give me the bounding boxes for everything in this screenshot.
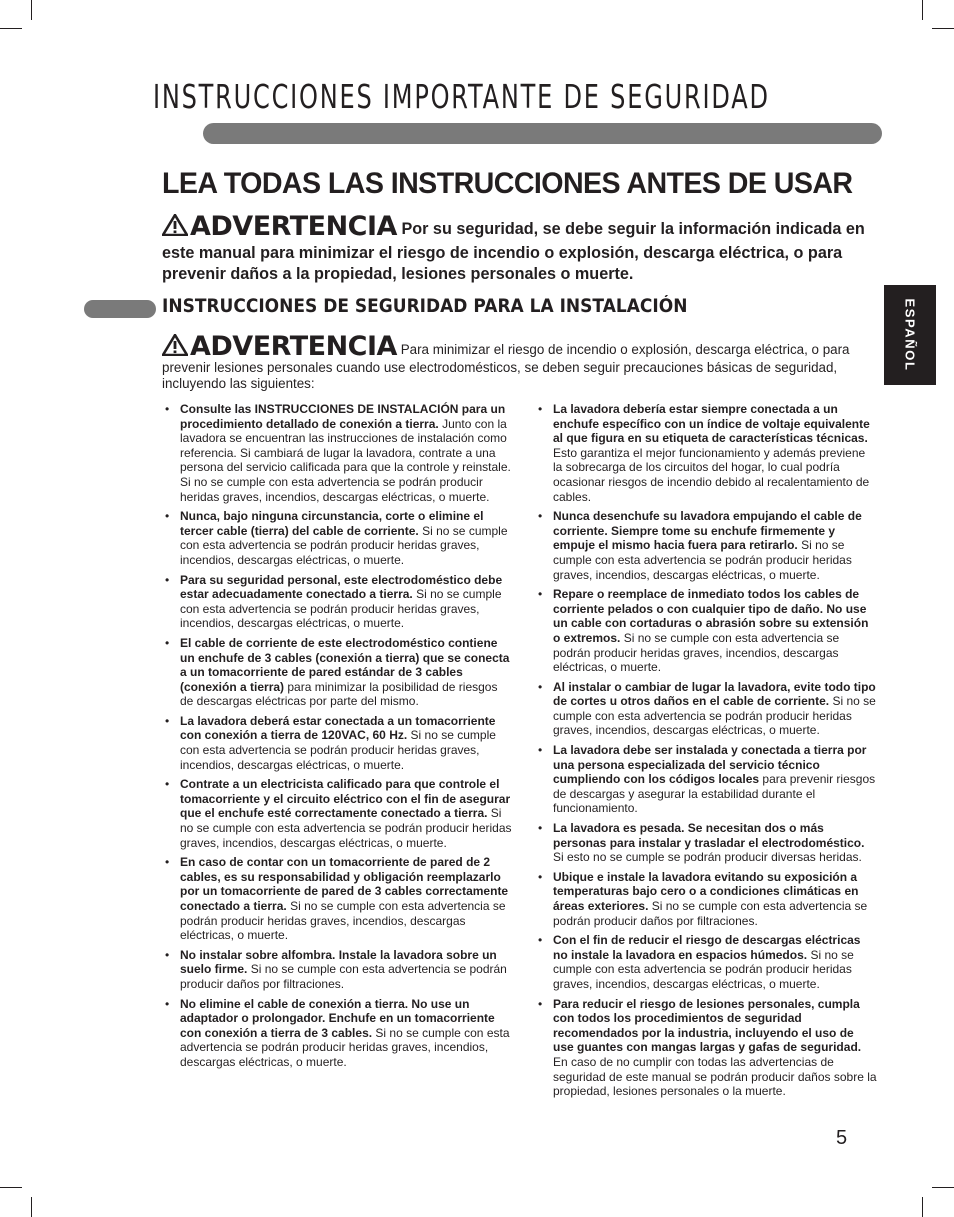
list-item xyxy=(537,587,877,675)
list-item-bold: No instalar sobre alfombra. Instale la lavadora sobre un suelo firme. xyxy=(180,947,497,977)
left-column xyxy=(164,402,512,1075)
list-item xyxy=(537,870,877,928)
list-item-bold: Ubique e instale la lavadora evitando su exposición a temperaturas bajo cero o a condiciones climáticas en áreas exteriores. xyxy=(553,869,859,913)
list-item xyxy=(164,573,512,631)
list-item-bold: Nunca desenchufe su lavadora empujando el cable de corriente. Siempre tome su enchufe firmemente y empuje el mismo hacia fuera para retirarlo. xyxy=(553,509,862,553)
right-column xyxy=(537,402,877,1104)
list-item xyxy=(164,777,512,850)
list-item-bold: Contrate a un electricista calificado para que controle el tomacorriente y el circuito eléctrico con el fin de asegurar que el enchufe esté correctamente conectado a tierra. xyxy=(180,777,511,821)
list-item-text: En caso de no cumplir con todas las advertencias de seguridad de este manual se podrán producir daños sobre la propiedad, lesiones personales o la muerte. xyxy=(553,1054,877,1099)
list-item-bold: Nunca, bajo ninguna circunstancia, corte o elimine el tercer cable (tierra) del cable de corriente. xyxy=(180,509,484,538)
list-item-bold: Consulte las INSTRUCCIONES DE INSTALACIÓN para un procedimiento detallado de conexión a tierra. xyxy=(180,402,506,431)
list-item-text: Si esto no se cumple se podrán producir diversas heridas. xyxy=(553,850,862,865)
section-marker-pill xyxy=(84,300,156,318)
warning-text: Para minimizar el riesgo de incendio o explosión, descarga eléctrica, o para prevenir lesiones personales cuando use electrodomésticos, se deben seguir precauciones básicas de seguridad, incluyendo las siguientes: xyxy=(162,342,850,391)
list-item-text: para prevenir riesgos de descargas y asegurar la estabilidad durante el funcionamiento. xyxy=(553,772,876,816)
crop-mark xyxy=(922,1197,923,1217)
list-item xyxy=(537,680,877,738)
install-heading: INSTRUCCIONES DE SEGURIDAD PARA LA INSTALACIÓN xyxy=(162,296,688,317)
list-item-text: Si no se cumple con esta advertencia se podrán producir heridas graves, incendios, descargas eléctricas, o muerte. xyxy=(553,694,876,738)
list-item-text: Si no se cumple con esta advertencia se podrán producir heridas graves, incendios, descargas eléctricas, o muerte. xyxy=(553,630,840,675)
crop-mark xyxy=(932,1187,954,1188)
title-divider-bar xyxy=(203,123,882,144)
list-item xyxy=(164,855,512,943)
page-title: INSTRUCCIONES IMPORTANTE DE SEGURIDAD xyxy=(153,78,770,116)
crop-mark xyxy=(0,1187,22,1188)
crop-mark xyxy=(31,0,32,20)
list-item-text: Si no se cumple con esta advertencia se podrán producir heridas graves, incendios, descargas eléctricas, o muerte. xyxy=(180,899,506,943)
list-item-bold: En caso de contar con un tomacorriente de pared de 2 cables, es su responsabilidad y obligación reemplazarlo por un tomacorriente de pared de 3 cables correctamente conectado a tierra. xyxy=(180,855,509,913)
list-item-bold: La lavadora deberá estar conectada a un tomacorriente con conexión a tierra de 120VAC, 60 Hz. xyxy=(180,713,496,743)
list-item xyxy=(537,743,877,816)
list-item xyxy=(537,997,877,1099)
list-item-bold: La lavadora debe ser instalada y conectada a tierra por una persona especializada del servicio técnico cumpliendo con los códigos locales xyxy=(553,743,867,787)
list-item xyxy=(537,509,877,582)
list-item xyxy=(164,948,512,992)
crop-mark xyxy=(31,1197,32,1217)
list-item-bold: Para su seguridad personal, este electrodoméstico debe estar adecuadamente conectado a tierra. xyxy=(180,572,503,602)
list-item xyxy=(164,636,512,709)
list-item-text: Si no se cumple con esta advertencia se podrán producir daños por filtraciones. xyxy=(553,899,868,928)
list-item-bold: Al instalar o cambiar de lugar la lavadora, evite todo tipo de cortes u otros daños en el cable de corriente. xyxy=(553,679,876,709)
warning-label: ADVERTENCIA xyxy=(190,331,397,362)
list-item-bold: El cable de corriente de este electrodoméstico contiene un enchufe de 3 cables (conexión a tierra) que se conecta a un tomacorriente de pared estándar de 3 cables (conexión a tierra) xyxy=(180,635,510,694)
section-heading: LEA TODAS LAS INSTRUCCIONES ANTES DE USAR xyxy=(162,167,853,200)
crop-mark xyxy=(932,28,954,29)
list-item xyxy=(537,821,877,865)
list-item-text: Si no se cumple con esta advertencia se podrán producir heridas graves, incendios, descargas eléctricas, o muerte. xyxy=(553,947,854,991)
list-item-bold: La lavadora es pesada. Se necesitan dos o más personas para instalar y trasladar el electrodoméstico. xyxy=(553,821,865,850)
page-number: 5 xyxy=(836,1127,848,1149)
safety-list-left xyxy=(164,402,512,1070)
list-item-text: Si no se cumple con esta advertencia se podrán producir daños por filtraciones. xyxy=(180,962,507,991)
crop-mark xyxy=(0,28,22,29)
language-tab-label: ESPAÑOL xyxy=(902,298,918,372)
list-item xyxy=(164,402,512,504)
warning-text: Por su seguridad, se debe seguir la información indicada en este manual para minimizar el riesgo de incendio o explosión, descarga eléctrica, o para prevenir daños a la propiedad, lesiones personales o muerte. xyxy=(162,220,865,283)
warning-triangle-icon xyxy=(162,334,188,360)
list-item xyxy=(164,714,512,772)
language-tab xyxy=(884,285,936,385)
list-item-text: Si no se cumple con esta advertencia se podrán producir heridas graves, incendios, descargas eléctricas, o muerte. xyxy=(180,523,508,567)
list-item xyxy=(164,509,512,567)
list-item-text: Si no se cumple con esta advertencia se podrán producir heridas graves, incendios, descargas eléctricas, o muerte. xyxy=(180,1025,510,1069)
list-item-text: Si no se cumple con esta advertencia se podrán producir heridas graves, incendios, descargas eléctricas, o muerte. xyxy=(180,587,502,631)
install-warning xyxy=(162,331,874,392)
list-item xyxy=(537,402,877,504)
list-item-text: Si no se cumple con esta advertencia se podrán producir heridas graves, incendios, descargas eléctricas, o muerte. xyxy=(553,538,852,582)
warning-triangle-icon xyxy=(162,214,188,243)
list-item-text: Si no se cumple con esta advertencia se podrán producir heridas graves, incendios, descargas eléctricas, o muerte. xyxy=(180,728,496,772)
list-item xyxy=(164,997,512,1070)
warning-label: ADVERTENCIA xyxy=(190,211,397,242)
crop-mark xyxy=(922,0,923,20)
safety-list-right xyxy=(537,402,877,1099)
list-item-text: para minimizar la posibilidad de riesgos de descargas eléctricas por parte del mismo. xyxy=(180,679,498,709)
list-item-bold: Repare o reemplace de inmediato todos los cables de corriente pelados o con cualquier tipo de daño. No use un cable con cortaduras o abrasión sobre su extensión o extremos. xyxy=(553,587,869,645)
list-item-text: Esto garantiza el mejor funcionamiento y además previene la sobrecarga de los circuitos del hogar, lo cual podría ocasionar riesgos de incendio debido al recalentamiento de cables. xyxy=(553,445,870,504)
list-item-text: Si no se cumple con esta advertencia se podrán producir heridas graves, incendios, descargas eléctricas, o muerte. xyxy=(180,806,512,850)
list-item-bold: No elimine el cable de conexión a tierra. No use un adaptador o prolongador. Enchufe en un tomacorriente con conexión a tierra de 3 cables. xyxy=(180,996,495,1040)
list-item-text: Junto con la lavadora se encuentran las instrucciones de instalación como referencia. Si cambiará de lugar la lavadora, contrate a una persona del servicio calificada para que la controle y reinstale. Si no se cumple con esta advertencia se podrán producir heridas graves, incendios, descargas eléctricas, o muerte. xyxy=(180,416,511,504)
list-item-bold: La lavadora debería estar siempre conectada a un enchufe específico con un índice de voltaje equivalente al que figura en su etiqueta de características técnicas. xyxy=(553,402,870,446)
list-item-bold: Para reducir el riesgo de lesiones personales, cumpla con todos los procedimientos de seguridad recomendados por la industria, incluyendo el uso de use guantes con mangas largas y gafas de seguridad. xyxy=(553,996,862,1055)
list-item-bold: Con el fin de reducir el riesgo de descargas eléctricas no instale la lavadora en espacios húmedos. xyxy=(553,933,861,962)
main-warning xyxy=(162,211,882,286)
list-item xyxy=(537,933,877,991)
